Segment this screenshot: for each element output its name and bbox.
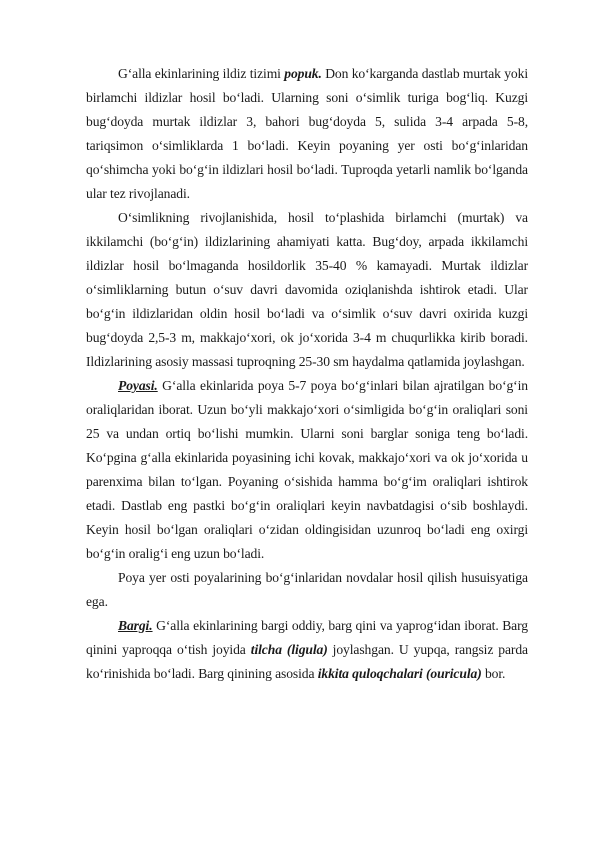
paragraph-root-importance — [86, 206, 528, 374]
text-segment: G‘alla ekinlarining bargi oddiy, barg qini va yaprog‘idan iborat. Barg qinini yaproqqa o‘tish joyida — [86, 618, 528, 657]
paragraph-leaf — [86, 614, 528, 686]
emphasis-term: tilcha (ligula) — [250, 642, 328, 657]
text-segment: Don ko‘karganda dastlab murtak yoki birlamchi ildizlar hosil bo‘ladi. Ularning soni o‘simlik turiga bog‘liq. Kuzgi bug‘doyda murtak ildizlar 3, bahori bug‘doyda 5, sulida 3-4 arpada 5-8, tariqsimon o‘simliklarda 1 bo‘ladi. Keyin poyaning yer osti bo‘g‘inlaridan qo‘shimcha yoki bo‘g‘in ildizlari hosil bo‘ladi. Tuproqda yetarli namlik bo‘lganda ular tez rivojlanadi. — [86, 66, 528, 201]
text-segment: G‘alla ekinlarida poya 5-7 poya bo‘g‘inlari bilan ajratilgan bo‘g‘in oraliqlaridan iborat. Uzun bo‘yli makkajo‘xori o‘simligida bo‘g‘in oraliqlari soni 25 va undan ortiq bo‘lishi mumkin. Ularni soni barglar soniga teng bo‘ladi. Ko‘pgina g‘alla ekinlarida poyasining ichi kovak, makkajo‘xori va ok jo‘xorida u parenxima bilan to‘lgan. Poyaning o‘sishida hamma bo‘g‘im oraliqlari ishtirok etadi. Dastlab eng pastki bo‘g‘in oraliqlari keyin navbatdagisi o‘sib boshlaydi. Keyin hosil bo‘lgan oraliqlari o‘zidan oldingisidan uzunroq bo‘ladi eng oxirgi bo‘g‘in oralig‘i eng uzun bo‘ladi. — [86, 378, 528, 561]
text-segment: Poya yer osti poyalarining bo‘g‘inlaridan novdalar hosil qilish husuisyatiga ega. — [86, 570, 528, 609]
text-segment: joylashgan. U yupqa, rangsiz parda ko‘rinishida bo‘ladi. Barg qinining asosida — [86, 642, 528, 681]
text-segment: G‘alla ekinlarining ildiz tizimi — [118, 66, 285, 81]
section-heading-leaf: Bargi. — [118, 618, 153, 633]
paragraph-stem — [86, 374, 528, 566]
emphasis-term: ikkita quloqchalari (ouricula) — [317, 666, 482, 681]
section-heading-stem: Poyasi. — [118, 378, 158, 393]
emphasis-term: popuk. — [284, 66, 322, 81]
text-segment: O‘simlikning rivojlanishida, hosil to‘plashida birlamchi (murtak) va ikkilamchi (bo‘g‘in) ildizlarining ahamiyati katta. Bug‘doy, arpada ikkilamchi ildizlar hosil bo‘lmaganda hosildorlik 35-40 % kamayadi. Murtak ildizlar o‘simliklarning butun o‘suv davri davomida oziqlanishda ishtirok etadi. Ular bo‘g‘in ildizlaridan oldin hosil bo‘ladi va o‘simlik o‘suv davri oxirida kuzgi bug‘doyda 2,5-3 m, makkajo‘xori, ok jo‘xorida 3-4 m chuqurlikka kirib boradi. Ildizlarining asosiy massasi tuproqning 25-30 sm haydalma qatlamida joylashgan. — [86, 210, 528, 369]
text-segment: bor. — [481, 666, 506, 681]
document-body — [86, 62, 528, 686]
paragraph-stem-shoots — [86, 566, 528, 614]
paragraph-root-system — [86, 62, 528, 206]
